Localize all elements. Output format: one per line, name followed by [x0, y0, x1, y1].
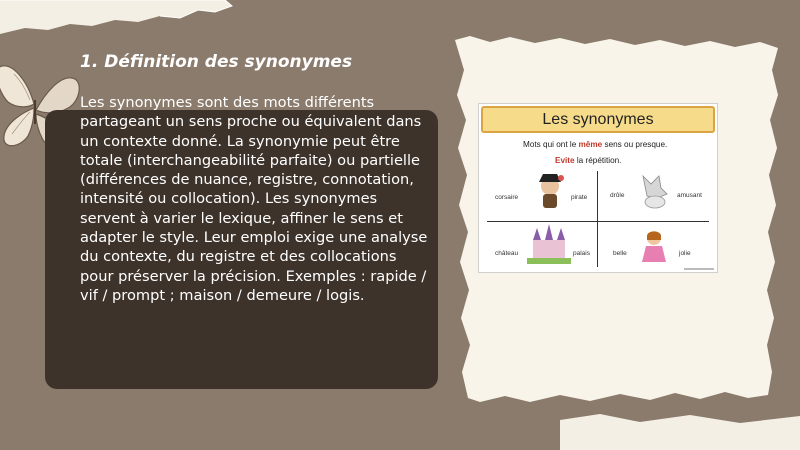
pair-left-word: drôle [610, 192, 625, 199]
avoid-highlight: Evite [555, 156, 575, 165]
pair-left-word: corsaire [495, 194, 519, 201]
avoid-text: la répétition. [574, 156, 622, 165]
synonyms-illustration [478, 103, 718, 273]
pair-left-word: belle [613, 250, 627, 257]
wolf-icon [637, 170, 673, 212]
pair-right-word: palais [573, 250, 590, 257]
grid-divider-horizontal [487, 221, 709, 222]
pair-right-word: amusant [677, 192, 702, 199]
grid-divider-vertical [597, 171, 598, 267]
definition-text-start: Mots qui ont le [523, 140, 579, 149]
definition-highlight: même [578, 140, 603, 149]
pair-left-word: château [495, 250, 519, 257]
definition-paragraph: Les synonymes sont des mots différents partageant un sens proche ou équivalent dans un contexte donné. La synonymie peut être totale (interchangeabilité parfaite) ou partielle (différences de nuance, registre, connotation, intensité ou collocation). Les synonymes servent à varier le lexique, affiner le sens et adapter le style. Leur emploi exige une analyse du contexte, du registre et des collocations pour préserver la précision. Exemples : rapide / vif / prompt ; maison / demeure / logis. [80, 94, 428, 304]
pair-right-word: pirate [571, 194, 588, 201]
girl-icon [639, 228, 669, 264]
illustration-header: Les synonymes [481, 106, 715, 133]
castle-icon [527, 224, 571, 264]
illustration-avoid-note [555, 156, 621, 165]
pair-right-word: jolie [679, 250, 691, 257]
definition-text-end: sens ou presque. [602, 140, 668, 149]
illustration-definition [523, 140, 667, 149]
slide-title: 1. Définition des synonymes [80, 52, 353, 72]
illustration-credit-mark [684, 268, 714, 270]
pirate-icon [531, 170, 569, 214]
